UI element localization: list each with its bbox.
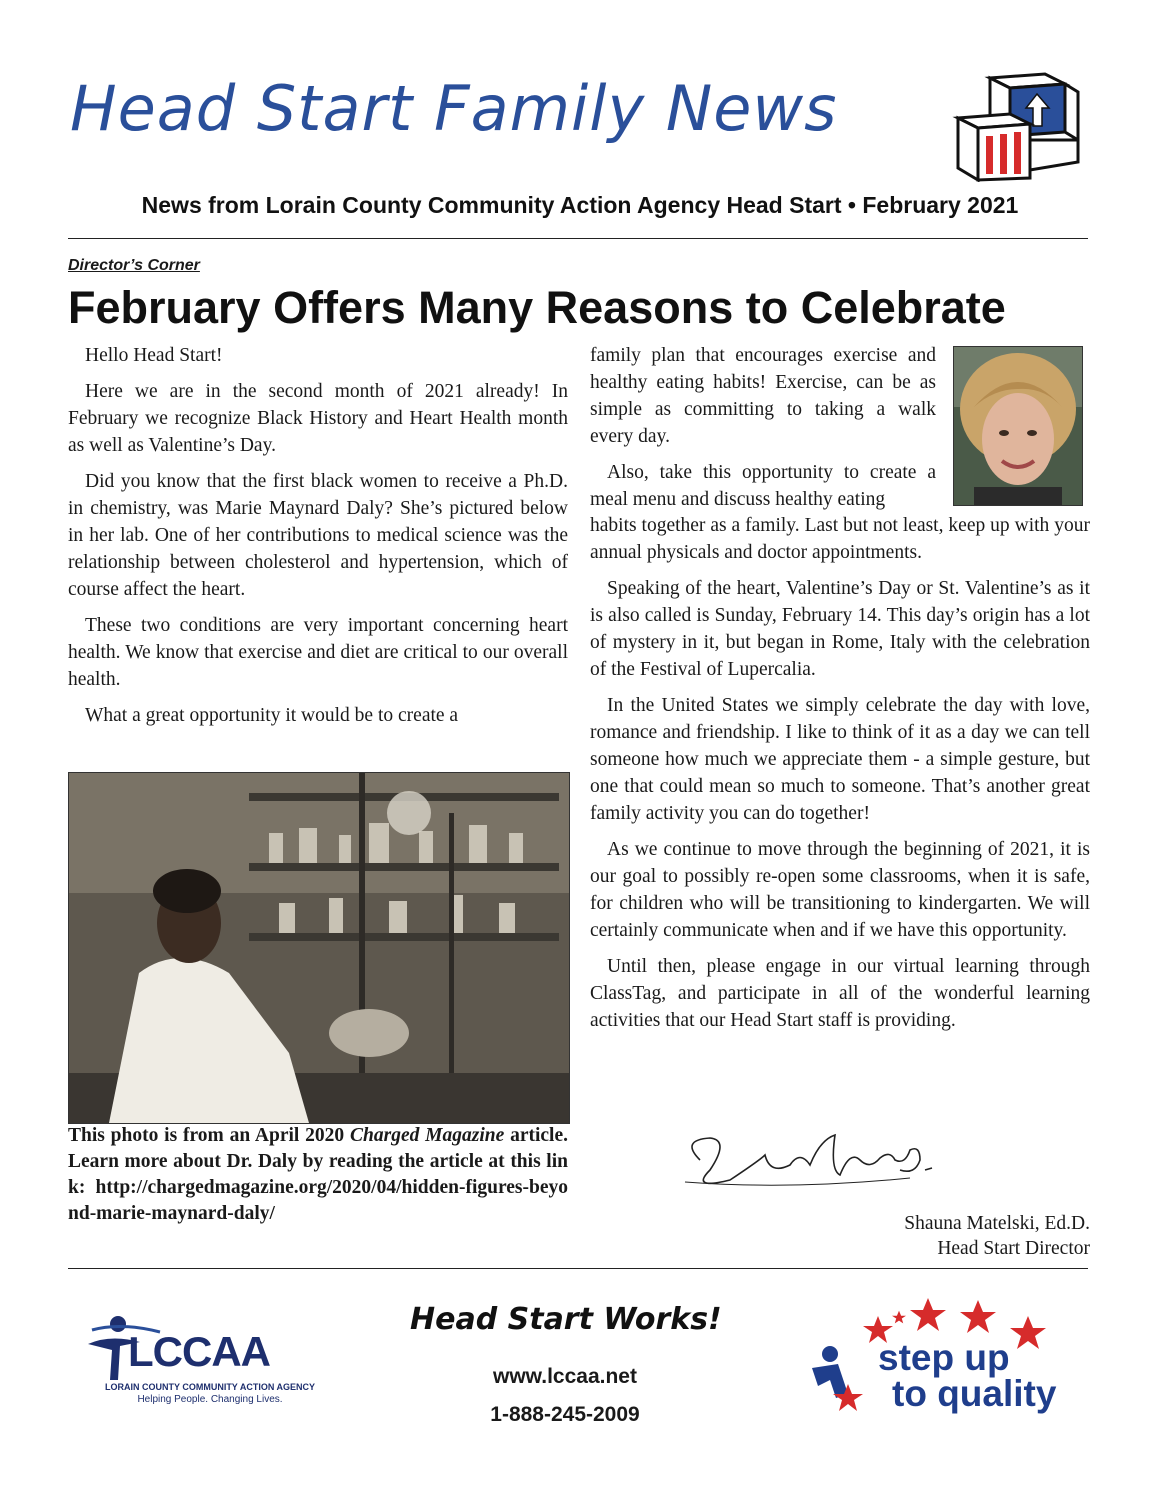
- paragraph: Hello Head Start!: [85, 345, 223, 366]
- paragraph: What a great opportunity it would be to create a: [85, 705, 459, 726]
- phone-number: 1-888-245-2009: [490, 1403, 640, 1426]
- paragraph: family plan that encourages exercise and healthy eating habits! Exercise, can be as simple as committing to taking a walk every day.: [590, 345, 936, 447]
- signature-name: Shauna Matelski, Ed.D.: [904, 1213, 1090, 1234]
- footer-tagline: Head Start Works!: [410, 1302, 722, 1337]
- step-up-to-quality-logo: [808, 1294, 1078, 1424]
- suq-line-1: step up: [878, 1337, 1010, 1378]
- lab-photo-illustration: [69, 773, 569, 1123]
- caption-link-text[interactable]: article. Learn more about Dr. Daly by reading the article at this link: http://chargedmagazine.org/2020/04/hidden-figures-beyond-marie-maynard-daly/: [68, 1125, 569, 1224]
- director-portrait: [953, 346, 1083, 506]
- footer-contact: [420, 1358, 710, 1434]
- alphabet-blocks-icon: [950, 70, 1085, 182]
- paragraph: habits together as a family. Last but not least, keep up with your annual physicals and doctor appointments.: [590, 515, 1090, 563]
- top-divider: [68, 238, 1088, 239]
- signature-block: [790, 1211, 1090, 1261]
- website-link[interactable]: www.lccaa.net: [493, 1365, 637, 1388]
- magazine-name: Charged Magazine: [350, 1125, 505, 1146]
- paragraph: Here we are in the second month of 2021 already! In February we recognize Black History and Heart Health month as well as Valentine’s Day.: [68, 381, 568, 456]
- masthead-title: Head Start Family News: [70, 72, 838, 145]
- paragraph: Did you know that the first black women to receive a Ph.D. in chemistry, was Marie Maynard Daly? She’s pictured below in her lab. One of her contributions to medical science was the relationship between cholesterol and hypertension, which of course affect the heart.: [68, 471, 568, 600]
- lccaa-agency-name: LORAIN COUNTY COMMUNITY ACTION AGENCY: [104, 1382, 315, 1392]
- article-column-1: [68, 342, 568, 738]
- section-kicker: Director’s Corner: [68, 257, 200, 274]
- paragraph: Also, take this opportunity to create a meal menu and discuss healthy eating: [590, 462, 936, 510]
- article-headline: February Offers Many Reasons to Celebrate: [68, 282, 1006, 333]
- signature-title: Head Start Director: [937, 1238, 1090, 1259]
- suq-line-2: to quality: [892, 1373, 1057, 1414]
- marie-daly-lab-photo: [68, 772, 570, 1124]
- paragraph: In the United States we simply celebrate the day with love, romance and friendship. I like to think of it as a day we can tell someone how much we appreciate them - a simple gesture, but one that could mean so much to someone. That’s another great family activity you can do together!: [590, 695, 1090, 824]
- portrait-illustration: [954, 347, 1082, 505]
- caption-text: This photo is from an April 2020: [68, 1125, 350, 1146]
- paragraph: Until then, please engage in our virtual learning through ClassTag, and participate in all of the wonderful learning activities that our Head Start staff is providing.: [590, 956, 1090, 1031]
- lccaa-wordmark: LCCAA: [128, 1328, 270, 1375]
- article-column-2-top: [590, 342, 936, 513]
- lccaa-logo: [80, 1310, 340, 1410]
- director-signature: [670, 1120, 970, 1200]
- paragraph: These two conditions are very important concerning heart health. We know that exercise and diet are critical to our overall health.: [68, 615, 568, 690]
- paragraph: Speaking of the heart, Valentine’s Day or St. Valentine’s as it is also called is Sunday, February 14. This day’s origin has a lot of mystery in it, but began in Rome, Italy with the celebration of the Festival of Lupercalia.: [590, 578, 1090, 680]
- photo-caption: [68, 1123, 568, 1227]
- article-column-2: [590, 512, 1090, 1043]
- paragraph: As we continue to move through the beginning of 2021, it is our goal to possibly re-open some classrooms, when it is safe, for children who will be transitioning to kindergarten. We will certainly communicate when and if we have this opportunity.: [590, 839, 1090, 941]
- bottom-divider: [68, 1268, 1088, 1269]
- masthead-subtitle: News from Lorain County Community Action Agency Head Start • February 2021: [141, 192, 1019, 218]
- lccaa-slogan: Helping People. Changing Lives.: [137, 1394, 283, 1405]
